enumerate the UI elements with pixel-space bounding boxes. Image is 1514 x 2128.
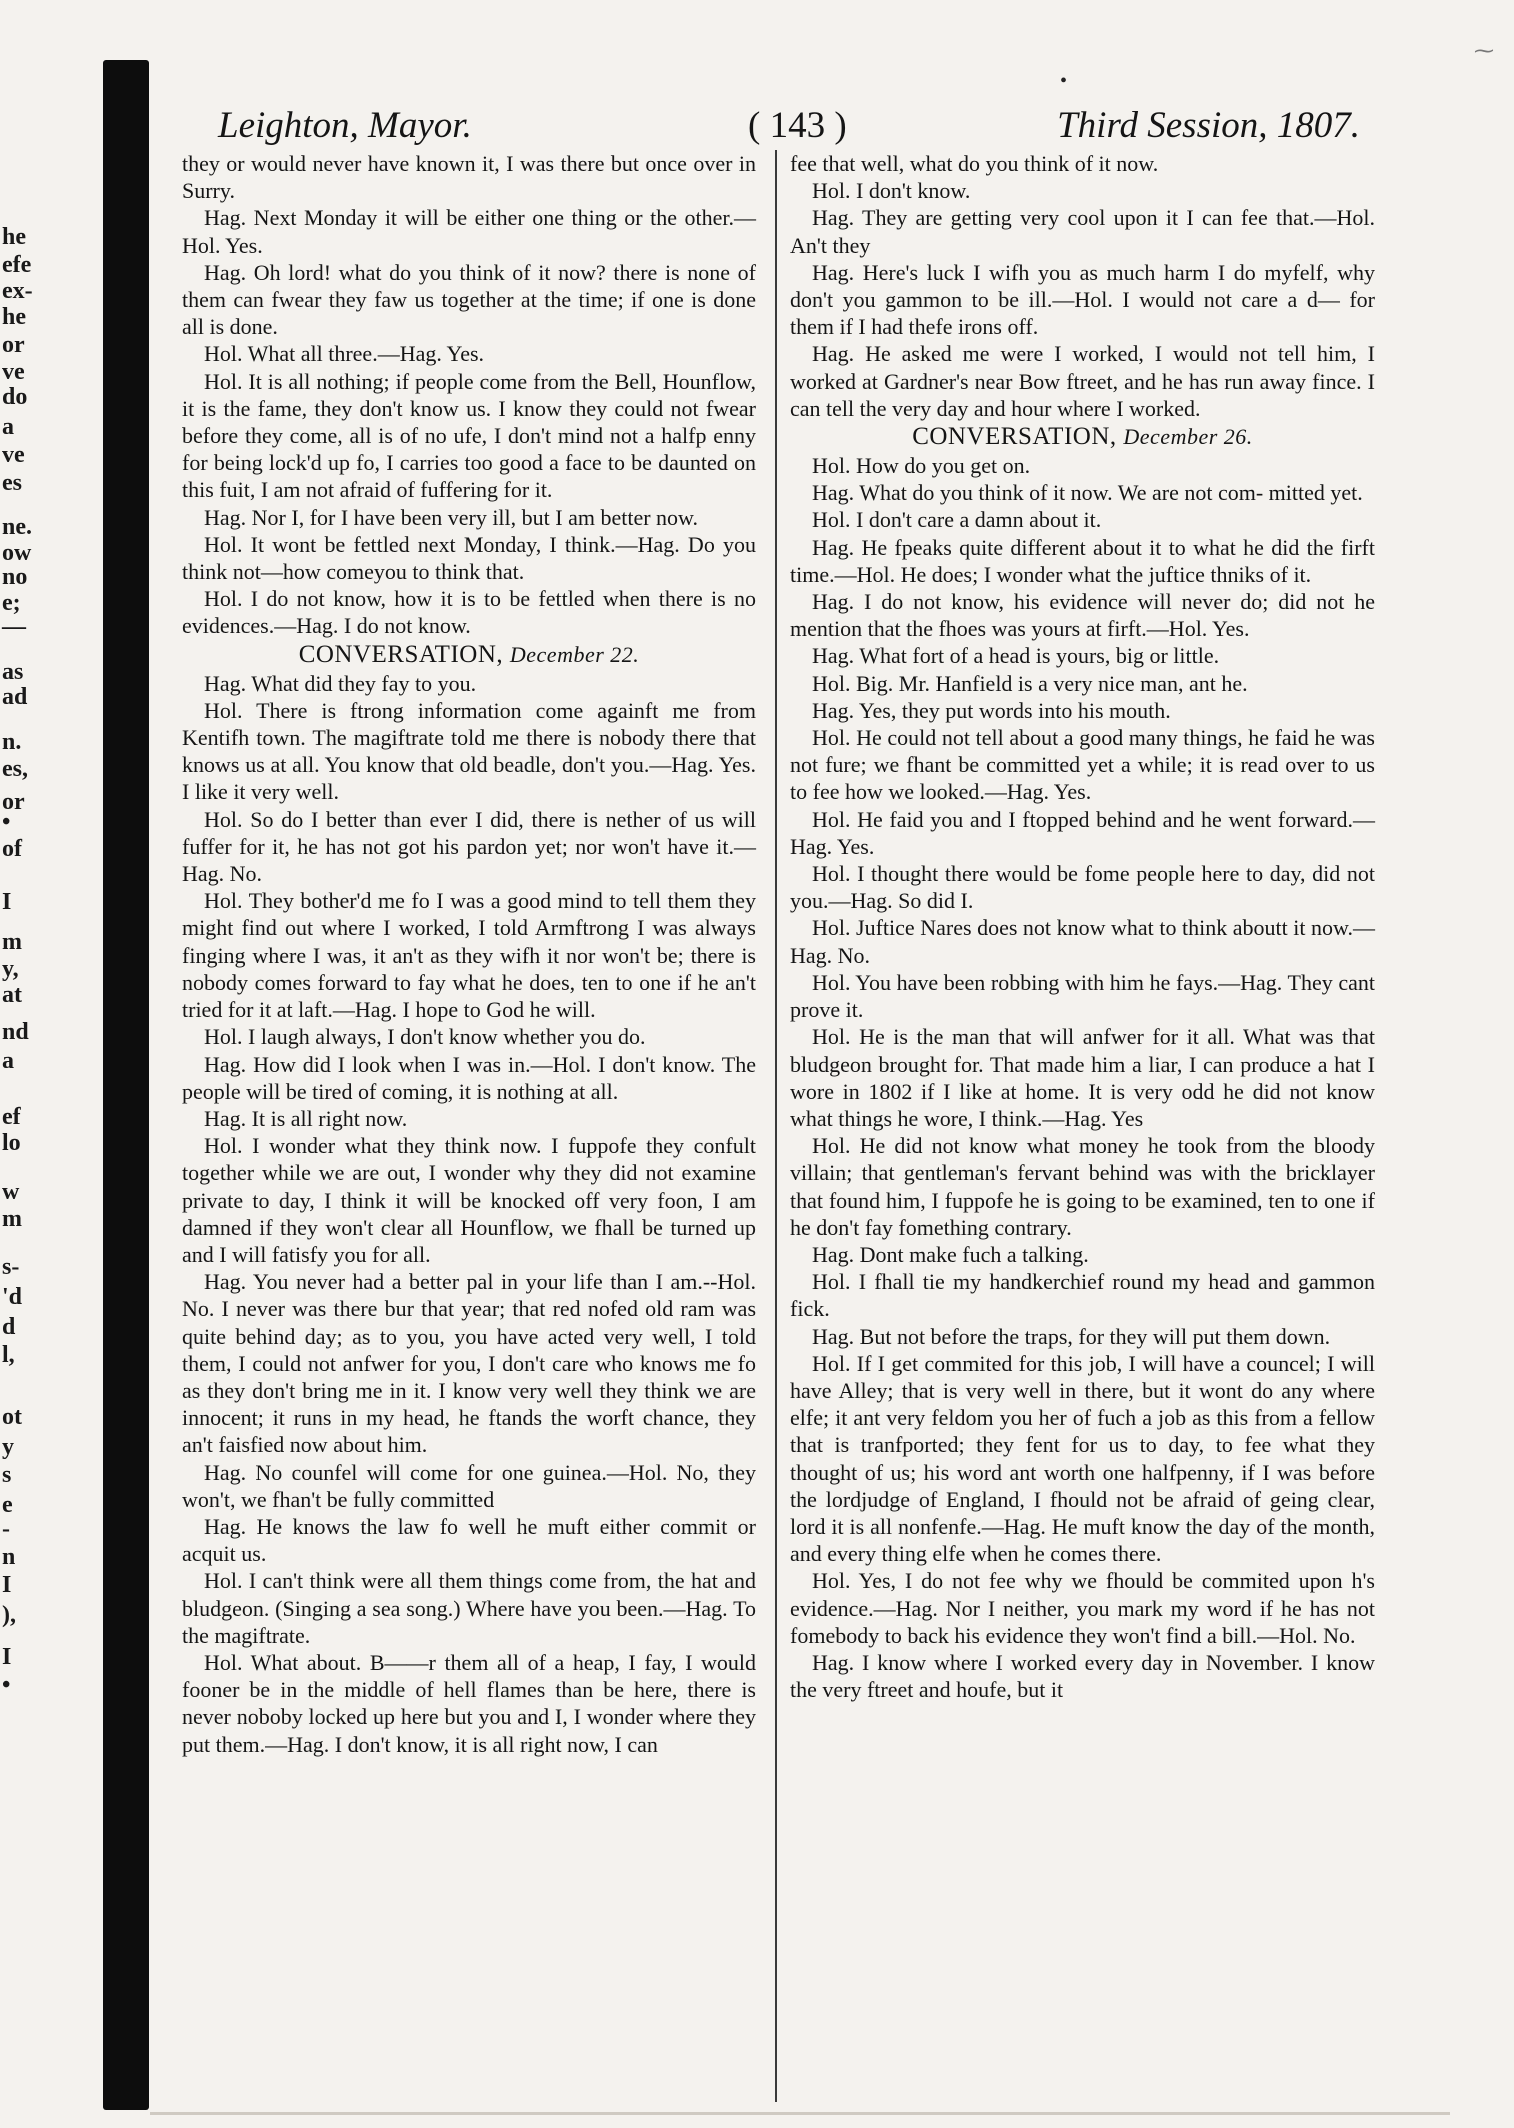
dialogue-paragraph: Hol. He faid you and I ftopped behind and he went forward.—Hag. Yes. <box>790 806 1375 859</box>
margin-fragment: I <box>2 1644 12 1670</box>
dialogue-paragraph: Hag. You never had a better pal in your life than I am.--Hol. No. I never was there bur that year; that red nofed old ram was quite behind day; as to you, you have acted very well, I told them, I could not anfwer for you, I don't care who knows me fo as they don't bring me in it. I know very well they think we are innocent; it runs in my head, he ftands the worft chance, they an't faisfied now about him. <box>182 1269 756 1458</box>
dialogue-paragraph: Hag. They are getting very cool upon it I can fee that.—Hol. An't they <box>790 205 1375 258</box>
margin-fragment: n. <box>2 729 22 755</box>
dialogue-paragraph: Hag. No counfel will come for one guinea.—Hol. No, they won't, we fhan't be fully committed <box>182 1459 756 1512</box>
margin-fragment: ow <box>2 540 32 566</box>
dialogue-paragraph: Hol. What all three.—Hag. Yes. <box>204 341 485 367</box>
dialogue-paragraph: Hol. I can't think were all them things come from, the hat and bludgeon. (Singing a sea song.) Where have you been.—Hag. To the magiftrate. <box>182 1568 756 1648</box>
dialogue-paragraph: Hol. There is ftrong information come againft me from Kentifh town. The magiftrate told me there is nobody there that knows us at all. You know that old beadle, don't you.—Hag. Yes. I like it very well. <box>182 697 756 805</box>
margin-fragment: - <box>2 1516 10 1542</box>
margin-fragment: ad <box>2 684 28 710</box>
margin-fragment: at <box>2 982 22 1008</box>
dialogue-paragraph: Hag. I do not know, his evidence will never do; did not he mention that the fhoes was yours at firft.—Hol. Yes. <box>790 589 1375 642</box>
margin-fragment: s <box>2 1462 12 1488</box>
heading-label: CONVERSATION, <box>912 423 1117 451</box>
dialogue-paragraph: Hol. He did not know what money he took from the bloody villain; that gentleman's fervant behind was with the bricklayer that found him, I fuppofe he is going to be examined, ten to one if he don't fay fomething contrary. <box>790 1133 1375 1240</box>
margin-fragment: he <box>2 224 26 250</box>
left-column <box>182 150 756 1758</box>
margin-fragment: ne. <box>2 514 32 540</box>
margin-fragment: he <box>2 304 26 330</box>
dialogue-paragraph: Hag. How did I look when I was in.—Hol. I don't know. The people will be tired of coming, it is nothing at all. <box>182 1051 756 1104</box>
dialogue-paragraph: Hol. I don't know. <box>812 178 971 204</box>
conversation-heading <box>182 640 756 670</box>
dialogue-paragraph: Hol. So do I better than ever I did, there is nether of us will fuffer for it, he has not got his pardon yet; nor won't have it.—Hag. No. <box>182 806 756 887</box>
dialogue-paragraph: Hag. It is all right now. <box>204 1105 408 1131</box>
press-mark: • <box>1060 70 1068 92</box>
margin-fragment: efe <box>2 252 32 278</box>
margin-fragment: e; <box>2 590 21 616</box>
margin-fragment: m <box>2 1206 22 1232</box>
dialogue-paragraph: Hol. They bother'd me fo I was a good mind to tell them they might find out where I worked, I told Armftrong I was always finging where I was, it an't as they wifh it nor won't be; there is nobody comes forward to fay what he does, ten to one if he an't tried for it at laft.—Hag. I hope to God he will. <box>182 888 756 1023</box>
margin-fragment: I <box>2 1572 12 1598</box>
margin-fragment: ve <box>2 442 25 468</box>
dialogue-paragraph: Hag. Oh lord! what do you think of it now? there is none of them can fwear they faw us together at the time; if one is done all is done. <box>182 259 756 340</box>
margin-fragment: m <box>2 929 22 955</box>
margin-fragment: • <box>2 1672 11 1698</box>
dialogue-paragraph: Hol. He is the man that will anfwer for it all. What was that bludgeon brought for. That made him a liar, I can produce a hat I wore in 1802 if I like at home. It is very odd he did not know what things he wore, I think.—Hag. Yes <box>790 1024 1375 1131</box>
dialogue-paragraph: Hag. Nor I, for I have been very ill, but I am better now. <box>204 504 699 530</box>
dialogue-paragraph: Hol. I do not know, how it is to be fettled when there is no evidences.—Hag. I do not know. <box>182 586 756 639</box>
dialogue-paragraph: Hag. He fpeaks quite different about it to what he did the firft time.—Hol. He does; I wonder what the juftice thniks of it. <box>790 534 1375 587</box>
dialogue-paragraph: Hol. I fhall tie my handkerchief round my head and gammon fick. <box>790 1269 1375 1322</box>
heading-label: CONVERSATION, <box>298 640 504 668</box>
dialogue-paragraph: Hol. You have been robbing with him he fays.—Hag. They cant prove it. <box>790 969 1375 1023</box>
margin-fragment: do <box>2 384 28 410</box>
margin-fragment: no <box>2 564 28 590</box>
margin-fragment: n <box>2 1544 16 1570</box>
facing-page-margin <box>0 225 38 2125</box>
dialogue-paragraph: Hol. Big. Mr. Hanfield is a very nice man, ant he. <box>812 670 1248 696</box>
dialogue-paragraph: Hag. But not before the traps, for they will put them down. <box>812 1323 1331 1349</box>
running-head-left: Leighton, Mayor. <box>218 105 472 146</box>
column-divider <box>775 150 777 2102</box>
margin-fragment: s- <box>2 1254 20 1280</box>
heading-date: December 22. <box>509 641 640 667</box>
dialogue-paragraph: Hol. He could not tell about a good many things, he faid he was not fure; we fhant be committed yet a while; it is read over to us to fee how we looked.—Hag. Yes. <box>790 725 1375 805</box>
margin-fragment: y, <box>2 956 19 982</box>
dialogue-paragraph: Hol. I don't care a damn about it. <box>812 507 1102 533</box>
dialogue-paragraph: Hol. Juftice Nares does not know what to think aboutt it now.—Hag. No. <box>790 915 1375 968</box>
dialogue-paragraph: Hol. If I get commited for this job, I will have a councel; I will have Alley; that is very well in there, but it wont do any where elfe; it ant very feldom you her of fuch a job as this from a fellow that is tranfported; they fent for us to day, to fee what they thought of us; his word ant worth one halfpenny, if I was before the lordjudge of England, I fhould not be afraid of geing clear, lord it is all nonfenfe.—Hag. He muft know the day of the month, and every thing elfe when he comes there. <box>790 1350 1375 1567</box>
margin-fragment: ve <box>2 359 25 385</box>
margin-fragment: lo <box>2 1130 21 1156</box>
dialogue-paragraph: they or would never have known it, I was there but once over in Surry. <box>182 151 756 204</box>
dialogue-paragraph: Hag. He asked me were I worked, I would not tell him, I worked at Gardner's near Bow ftreet, and he has run away fince. I can tell the very day and hour where I worked. <box>790 341 1375 421</box>
page-header <box>210 104 1360 152</box>
margin-fragment: e <box>2 1492 13 1518</box>
dialogue-paragraph: Hag. Here's luck I wifh you as much harm I do myfelf, why don't you gammon to be ill.—Hol. I would not care a d— for them if I had thefe irons off. <box>790 259 1375 340</box>
heading-date: December 26. <box>1123 424 1253 450</box>
margin-fragment: or <box>2 332 25 358</box>
dialogue-paragraph: Hol. I wonder what they think now. I fuppofe they confult together while we are out, I wonder why they did not examine private to day, I think it will be knocked off very foon, I am damned if they won't clear all Hounflow, we fhall be turned up and I will fatisfy you for all. <box>182 1133 756 1267</box>
margin-fragment: ex- <box>2 278 33 304</box>
margin-fragment: w <box>2 1179 20 1205</box>
dialogue-paragraph: Hag. What fort of a head is yours, big or little. <box>812 643 1220 669</box>
dialogue-paragraph: Hag. Next Monday it will be either one thing or the other.—Hol. Yes. <box>182 205 756 258</box>
margin-fragment: ef <box>2 1104 21 1130</box>
margin-fragment: a <box>2 1048 14 1074</box>
margin-fragment: d <box>2 1314 16 1340</box>
margin-fragment: l, <box>2 1342 15 1368</box>
margin-fragment: es, <box>2 756 28 782</box>
dialogue-paragraph: Hol. Yes, I do not fee why we fhould be commited upon h's evidence.—Hag. Nor I neither, you mark my word if he has not fomebody to back his evidence they won't find a bill.—Hol. No. <box>790 1568 1375 1648</box>
margin-fragment: y <box>2 1434 14 1460</box>
margin-fragment: of <box>2 836 22 862</box>
dialogue-paragraph: Hag. He knows the law fo well he muft either commit or acquit us. <box>182 1513 756 1567</box>
right-column <box>790 150 1375 1703</box>
margin-fragment: 'd <box>2 1284 23 1310</box>
dialogue-paragraph: Hol. I thought there would be fome people here to day, did not you.—Hag. So did I. <box>790 861 1375 914</box>
margin-fragment: a <box>2 414 14 440</box>
dialogue-paragraph: Hag. I know where I worked every day in November. I know the very ftreet and houfe, but it <box>790 1649 1375 1703</box>
dialogue-paragraph: Hol. It is all nothing; if people come from the Bell, Hounflow, it is the fame, they don't know us. I know they could not fwear before they come, all is of no ufe, I don't mind not a halfp enny for being lock'd up fo, I carries too good a face to be daunted on this fuit, I am not afraid of fuffering for it. <box>182 368 756 503</box>
dialogue-paragraph: Hag. What do you think of it now. We are not com- mitted yet. <box>812 480 1363 506</box>
dialogue-paragraph: Hag. Yes, they put words into his mouth. <box>812 697 1171 723</box>
dialogue-paragraph: Hol. I laugh always, I don't know whether you do. <box>204 1024 646 1050</box>
dialogue-paragraph: Hol. It wont be fettled next Monday, I think.—Hag. Do you think not—how comeyou to think that. <box>182 531 756 585</box>
dialogue-paragraph: Hag. Dont make fuch a talking. <box>812 1241 1089 1267</box>
margin-fragment: I <box>2 889 12 915</box>
conversation-heading <box>790 422 1375 452</box>
dialogue-paragraph: Hol. How do you get on. <box>812 453 1031 479</box>
page-bottom-edge <box>150 2112 1450 2115</box>
corner-mark: ⁓ <box>1474 40 1494 62</box>
page-number: ( 143 ) <box>748 105 847 146</box>
binding-shadow <box>103 60 149 2110</box>
margin-fragment: • <box>2 809 11 835</box>
margin-fragment: ot <box>2 1404 22 1430</box>
margin-fragment: or <box>2 789 25 815</box>
margin-fragment: nd <box>2 1019 29 1045</box>
dialogue-paragraph: Hol. What about. B——r them all of a heap, I fay, I would fooner be in the middle of hell flames than be here, there is never noboby locked up here but you and I, I wonder where they put them.—Hag. I don't know, it is all right now, I can <box>182 1649 756 1757</box>
margin-fragment: — <box>2 614 26 640</box>
margin-fragment: ), <box>2 1602 16 1628</box>
running-head-right: Third Session, 1807. <box>1057 105 1360 146</box>
margin-fragment: as <box>2 659 24 685</box>
dialogue-paragraph: fee that well, what do you think of it now. <box>790 151 1159 176</box>
dialogue-paragraph: Hag. What did they fay to you. <box>204 670 477 696</box>
margin-fragment: es <box>2 470 22 496</box>
